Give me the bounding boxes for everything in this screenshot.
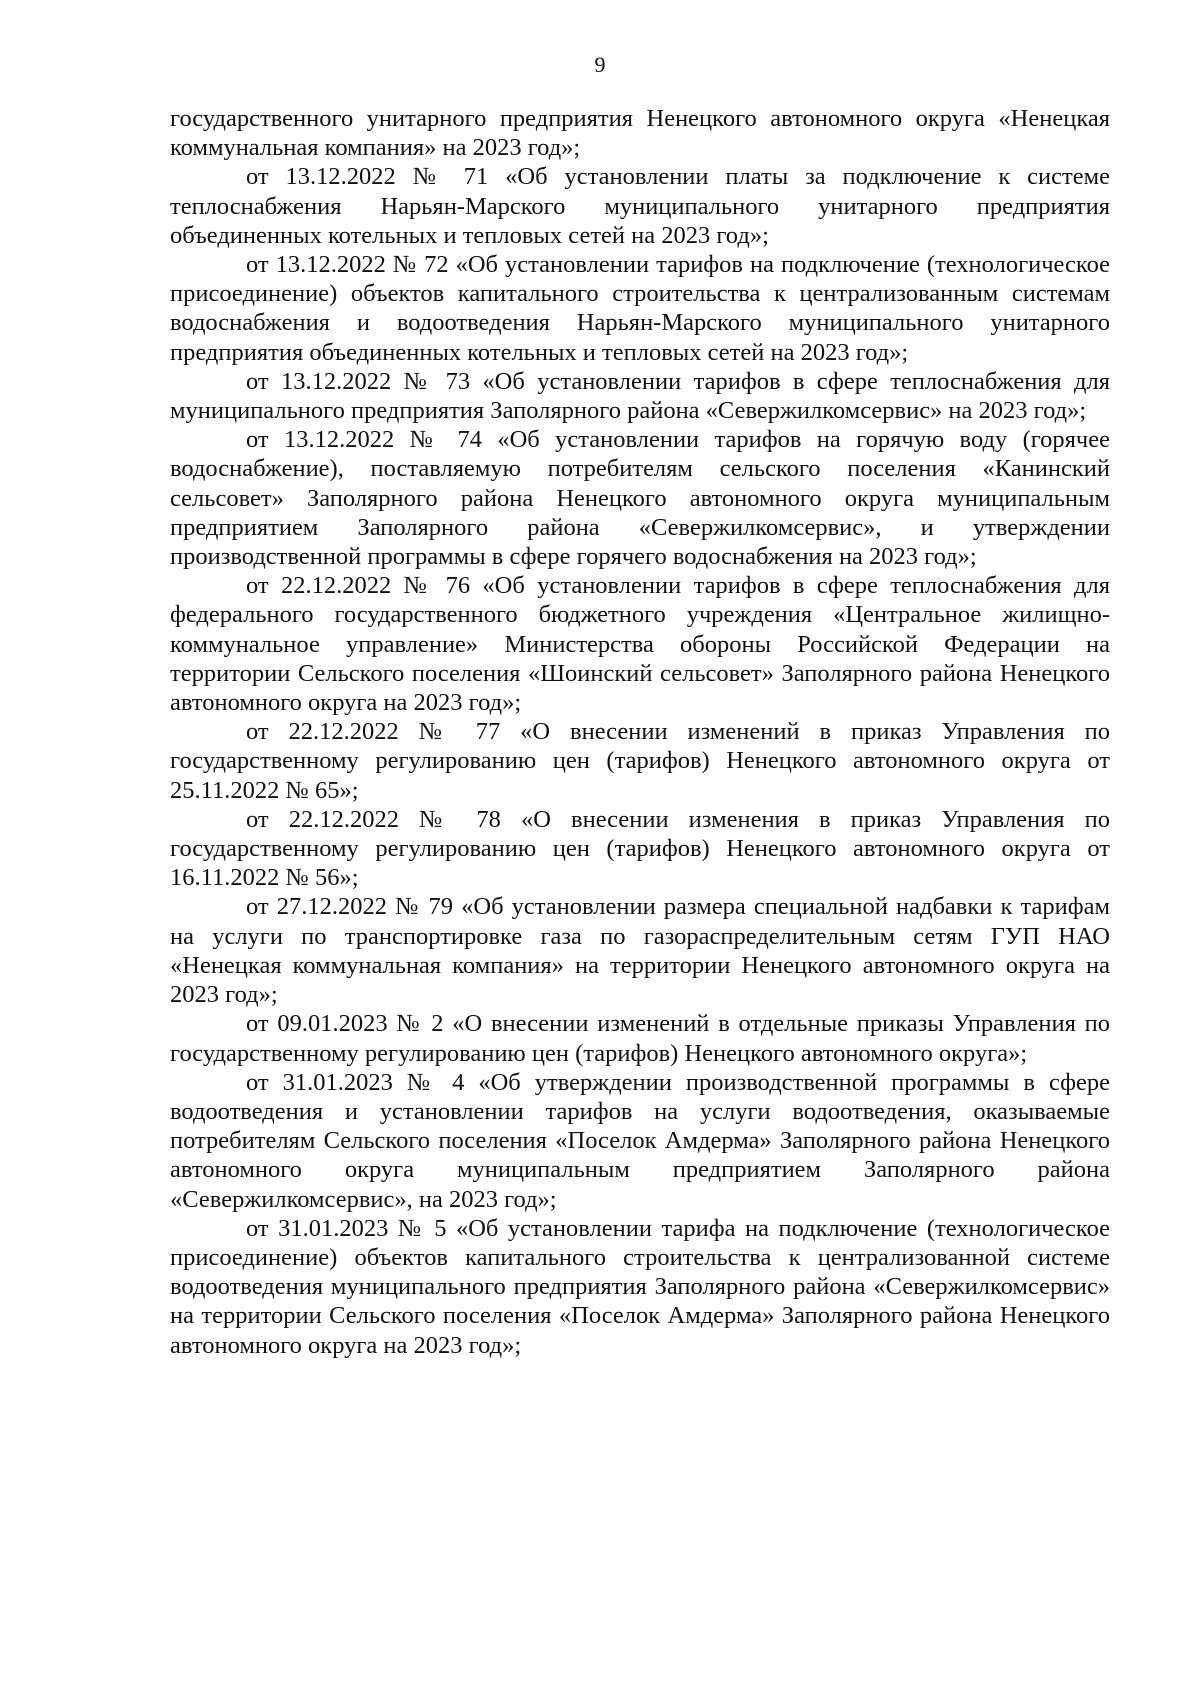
page-number: 9 [594, 52, 606, 77]
paragraph-order-71: от 13.12.2022 № 71 «Об установлении платы за подключение к системе теплоснабжения Нарьян-Марского муниципального унитарного предприятия объединенных котельных и тепловых сетей на 2023 год»; [170, 163, 1110, 249]
paragraph-order-5: от 31.01.2023 № 5 «Об установлении тарифа на подключение (технологическое присоединение) объектов капитального строительства к централизованной системе водоотведения муниципального предприятия Заполярного района «Севержилкомсервис» на территории Сельского поселения «Поселок Амдерма» Заполярного района Ненецкого автономного округа на 2023 год»; [170, 1214, 1110, 1359]
paragraph-order-74: от 13.12.2022 № 74 «Об установлении тарифов на горячую воду (горячее водоснабжение), поставляемую потребителям сельского поселения «Канинский сельсовет» Заполярного района Ненецкого автономного округа муниципальным предприятием Заполярного района «Севержилкомсервис», и утверждении производственной программы в сфере горячего водоснабжения на 2023 год»; [170, 426, 1110, 571]
paragraph-order-79: от 27.12.2022 № 79 «Об установлении размера специальной надбавки к тарифам на услуги по транспортировке газа по газораспределительным сетям ГУП НАО «Ненецкая коммунальная компания» на территории Ненецкого автономного округа на 2023 год»; [170, 893, 1110, 1009]
paragraph-continuation: государственного унитарного предприятия Ненецкого автономного округа «Ненецкая коммунальная компания» на 2023 год»; [170, 105, 1110, 162]
paragraph-order-72: от 13.12.2022 № 72 «Об установлении тарифов на подключение (технологическое присоединение) объектов капитального строительства к централизованным системам водоснабжения и водоотведения Нарьян-Марского муниципального унитарного предприятия объединенных котельных и тепловых сетей на 2023 год»; [170, 251, 1110, 366]
paragraph-order-4: от 31.01.2023 № 4 «Об утверждении производственной программы в сфере водоотведения и установлении тарифов на услуги водоотведения, оказываемые потребителям Сельского поселения «Поселок Амдерма» Заполярного района Ненецкого автономного округа муниципальным предприятием Заполярного района «Севержилкомсервис», на 2023 год»; [170, 1068, 1110, 1213]
document-body [170, 104, 1110, 1360]
paragraph-order-76: от 22.12.2022 № 76 «Об установлении тарифов в сфере теплоснабжения для федерального государственного бюджетного учреждения «Центральное жилищно-коммунальное управление» Министерства обороны Российской Федерации на территории Сельского поселения «Шоинский сельсовет» Заполярного района Ненецкого автономного округа на 2023 год»; [170, 572, 1110, 717]
paragraph-order-2: от 09.01.2023 № 2 «О внесении изменений в отдельные приказы Управления по государственному регулированию цен (тарифов) Ненецкого автономного округа»; [170, 1010, 1110, 1067]
paragraph-order-73: от 13.12.2022 № 73 «Об установлении тарифов в сфере теплоснабжения для муниципального предприятия Заполярного района «Севержилкомсервис» на 2023 год»; [170, 367, 1110, 425]
paragraph-order-77: от 22.12.2022 № 77 «О внесении изменений в приказ Управления по государственному регулированию цен (тарифов) Ненецкого автономного округа от 25.11.2022 № 65»; [170, 718, 1110, 804]
paragraph-order-78: от 22.12.2022 № 78 «О внесении изменения в приказ Управления по государственному регулированию цен (тарифов) Ненецкого автономного округа от 16.11.2022 № 56»; [170, 805, 1110, 892]
